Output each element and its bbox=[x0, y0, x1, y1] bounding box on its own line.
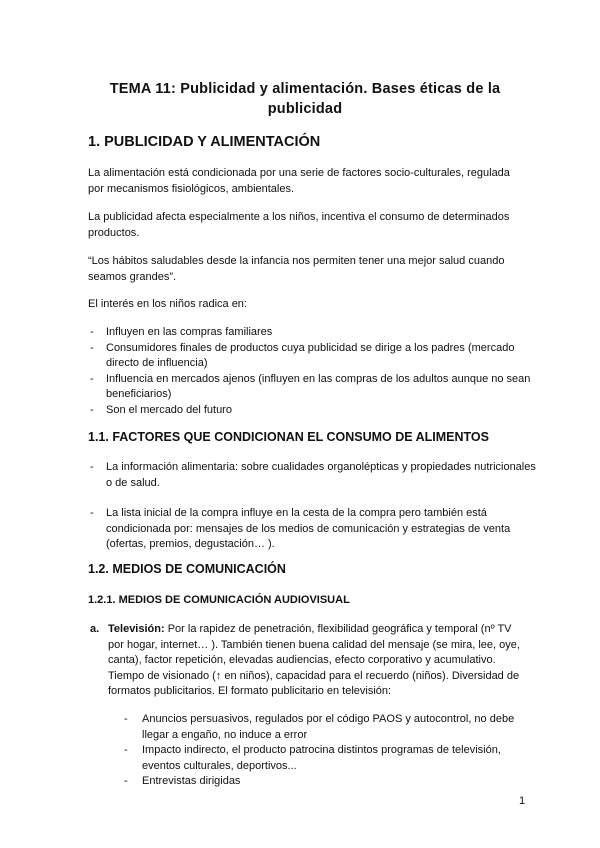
paragraph-1 bbox=[88, 166, 528, 197]
factors-list bbox=[90, 460, 536, 553]
television-text: Por la rapidez de penetración, flexibilidad geográfica y temporal (nº TV por hogar, internet… ). También tienen buena calidad del mensaje (se mira, lee, oye, canta), factor repetición, elevadas audiencias, efecto corporativo y acumulativo. Tiempo de visionado (↑ en niños), capacidad para el recuerdo (niños). Diversidad de formatos publicitarios. El formato publicitario en televisión: bbox=[108, 623, 520, 697]
section-1-2-heading: 1.2. MEDIOS DE COMUNICACIÓN bbox=[88, 562, 286, 576]
paragraph-1-text: La alimentación está condicionada por una serie de factores socio-culturales, regulada por mecanismos fisiológicos, ambientales. bbox=[88, 167, 510, 195]
section-1-heading: 1. PUBLICIDAD Y ALIMENTACIÓN bbox=[88, 134, 321, 150]
page-number: 1 bbox=[519, 795, 526, 807]
section-1-2-1-heading: 1.2.1. MEDIOS DE COMUNICACIÓN AUDIOVISUAL bbox=[88, 594, 350, 606]
paragraph-2 bbox=[88, 210, 528, 241]
list-item: - Entrevistas dirigidas bbox=[124, 775, 241, 787]
list-item: - Anuncios persuasivos, regulados por el código PAOS y autocontrol, no debe llegar a engaño, no induce a error bbox=[124, 713, 515, 741]
list-item: - Consumidores finales de productos cuya publicidad se dirige a los padres (mercado directo de influencia) bbox=[90, 341, 515, 369]
list-item: - La información alimentaria: sobre cualidades organolépticas y propiedades nutricionales o de salud. bbox=[90, 461, 536, 489]
tv-format-list bbox=[124, 712, 522, 790]
list-item: - Influencia en mercados ajenos (influyen en las compras de los adultos aunque no sean beneficiarios) bbox=[90, 372, 531, 400]
paragraph-4-text: El interés en los niños radica en: bbox=[88, 298, 247, 310]
paragraph-3-text: “Los hábitos saludables desde la infancia nos permiten tener una mejor salud cuando seamos grandes”. bbox=[88, 255, 505, 283]
television-item bbox=[90, 622, 530, 700]
item-marker: a. bbox=[90, 623, 100, 635]
list-item: - Influyen en las compras familiares bbox=[90, 326, 273, 338]
list-item: - La lista inicial de la compra influye en la cesta de la compra pero también está condicionada por: mensajes de los medios de comunicación y estrategias de venta (ofertas, premios, degustación… ). bbox=[90, 507, 511, 550]
list-item: - Son el mercado del futuro bbox=[90, 403, 232, 416]
list-item: - Impacto indirecto, el producto patrocina distintos programas de televisión, eventos culturales, deportivos... bbox=[124, 744, 501, 772]
paragraph-2-text: La publicidad afecta especialmente a los niños, incentiva el consumo de determinados productos. bbox=[88, 211, 510, 239]
section-1-1-heading: 1.1. FACTORES QUE CONDICIONAN EL CONSUMO DE ALIMENTOS bbox=[88, 430, 489, 444]
document-title: TEMA 11: Publicidad y alimentación. Bases éticas de la publicidad bbox=[109, 81, 501, 117]
paragraph-3 bbox=[88, 254, 528, 285]
paragraph-4 bbox=[88, 297, 528, 313]
television-label: Televisión: bbox=[108, 623, 165, 635]
interest-list bbox=[90, 325, 536, 418]
